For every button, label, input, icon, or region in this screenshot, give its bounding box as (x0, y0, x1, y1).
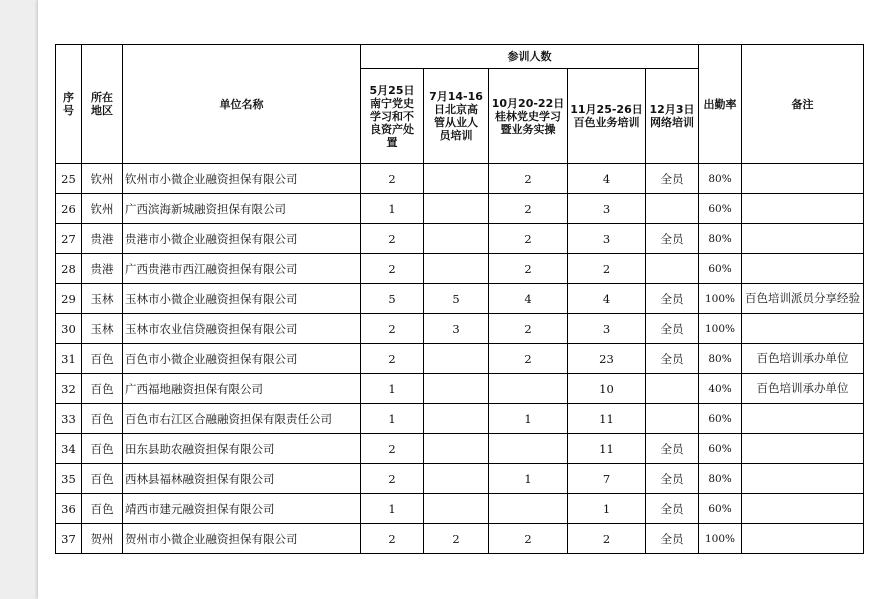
cell-session-2: 2 (424, 524, 489, 554)
cell-session-3: 1 (489, 464, 568, 494)
cell-seq: 33 (56, 404, 82, 434)
cell-session-3: 2 (489, 224, 568, 254)
cell-attendance-rate: 80% (699, 224, 742, 254)
cell-session-5 (646, 194, 699, 224)
cell-seq: 35 (56, 464, 82, 494)
table-row (56, 314, 864, 344)
cell-session-1: 2 (361, 254, 424, 284)
cell-unit-name: 玉林市小微企业融资担保有限公司 (123, 284, 361, 314)
cell-remark (742, 524, 864, 554)
cell-session-2 (424, 374, 489, 404)
cell-remark (742, 464, 864, 494)
cell-unit-name: 西林县福林融资担保有限公司 (123, 464, 361, 494)
cell-region: 百色 (82, 404, 123, 434)
cell-unit-name: 贵港市小微企业融资担保有限公司 (123, 224, 361, 254)
cell-unit-name: 靖西市建元融资担保有限公司 (123, 494, 361, 524)
cell-seq: 27 (56, 224, 82, 254)
cell-region: 钦州 (82, 164, 123, 194)
cell-session-1: 2 (361, 164, 424, 194)
cell-session-4: 4 (568, 164, 646, 194)
cell-session-4: 3 (568, 314, 646, 344)
cell-attendance-rate: 60% (699, 194, 742, 224)
header-unit-name: 单位名称 (123, 45, 361, 164)
cell-seq: 31 (56, 344, 82, 374)
cell-session-2 (424, 434, 489, 464)
table-row (56, 254, 864, 284)
cell-session-5: 全员 (646, 494, 699, 524)
cell-session-5 (646, 374, 699, 404)
cell-unit-name: 贺州市小微企业融资担保有限公司 (123, 524, 361, 554)
table-row (56, 374, 864, 404)
cell-session-3 (489, 494, 568, 524)
cell-session-4: 4 (568, 284, 646, 314)
cell-session-1: 2 (361, 224, 424, 254)
cell-attendance-rate: 80% (699, 344, 742, 374)
cell-seq: 30 (56, 314, 82, 344)
cell-region: 贺州 (82, 524, 123, 554)
table-header (56, 45, 864, 164)
cell-region: 贵港 (82, 254, 123, 284)
cell-session-4: 7 (568, 464, 646, 494)
cell-session-5: 全员 (646, 344, 699, 374)
table-row (56, 194, 864, 224)
cell-attendance-rate: 60% (699, 494, 742, 524)
cell-session-4: 3 (568, 194, 646, 224)
cell-unit-name: 玉林市农业信贷融资担保有限公司 (123, 314, 361, 344)
cell-session-5: 全员 (646, 224, 699, 254)
cell-seq: 34 (56, 434, 82, 464)
header-attendance-rate: 出勤率 (699, 45, 742, 164)
cell-session-1: 1 (361, 494, 424, 524)
cell-session-1: 1 (361, 194, 424, 224)
table-row (56, 224, 864, 254)
cell-remark (742, 314, 864, 344)
cell-region: 玉林 (82, 314, 123, 344)
header-session-1: 5月25日南宁党史学习和不良资产处置 (361, 69, 424, 164)
cell-session-3: 2 (489, 524, 568, 554)
cell-session-2: 5 (424, 284, 489, 314)
cell-session-5: 全员 (646, 314, 699, 344)
header-region: 所在地区 (82, 45, 123, 164)
cell-unit-name: 广西滨海新城融资担保有限公司 (123, 194, 361, 224)
cell-remark (742, 194, 864, 224)
cell-session-1: 1 (361, 404, 424, 434)
cell-session-5 (646, 404, 699, 434)
cell-region: 百色 (82, 494, 123, 524)
header-seq: 序号 (56, 45, 82, 164)
cell-session-5 (646, 254, 699, 284)
cell-session-4: 1 (568, 494, 646, 524)
header-participants: 参训人数 (361, 45, 699, 69)
cell-session-3: 2 (489, 194, 568, 224)
cell-remark (742, 434, 864, 464)
cell-attendance-rate: 100% (699, 524, 742, 554)
cell-session-4: 23 (568, 344, 646, 374)
header-remark: 备注 (742, 45, 864, 164)
cell-seq: 26 (56, 194, 82, 224)
cell-unit-name: 百色市右江区合融融资担保有限责任公司 (123, 404, 361, 434)
cell-remark (742, 224, 864, 254)
cell-session-5: 全员 (646, 284, 699, 314)
cell-session-5: 全员 (646, 164, 699, 194)
cell-session-2: 3 (424, 314, 489, 344)
cell-unit-name: 广西福地融资担保有限公司 (123, 374, 361, 404)
cell-session-4: 11 (568, 404, 646, 434)
cell-session-1: 2 (361, 524, 424, 554)
header-session-3: 10月20-22日桂林党史学习暨业务实操 (489, 69, 568, 164)
cell-seq: 25 (56, 164, 82, 194)
cell-session-3: 2 (489, 164, 568, 194)
cell-attendance-rate: 80% (699, 164, 742, 194)
cell-session-2 (424, 224, 489, 254)
table-row (56, 404, 864, 434)
header-session-2: 7月14-16日北京高管从业人员培训 (424, 69, 489, 164)
cell-session-4: 11 (568, 434, 646, 464)
cell-attendance-rate: 60% (699, 434, 742, 464)
cell-seq: 32 (56, 374, 82, 404)
cell-attendance-rate: 80% (699, 464, 742, 494)
cell-session-3 (489, 374, 568, 404)
cell-session-4: 3 (568, 224, 646, 254)
table-row (56, 464, 864, 494)
cell-seq: 37 (56, 524, 82, 554)
cell-session-5: 全员 (646, 434, 699, 464)
cell-session-3 (489, 434, 568, 464)
table-row (56, 284, 864, 314)
cell-session-2 (424, 494, 489, 524)
cell-region: 百色 (82, 374, 123, 404)
cell-session-3: 2 (489, 314, 568, 344)
cell-session-2 (424, 464, 489, 494)
cell-remark (742, 164, 864, 194)
cell-session-3: 2 (489, 254, 568, 284)
cell-session-4: 2 (568, 524, 646, 554)
cell-session-3: 1 (489, 404, 568, 434)
cell-session-2 (424, 344, 489, 374)
training-attendance-table (55, 44, 864, 554)
cell-region: 百色 (82, 464, 123, 494)
cell-seq: 28 (56, 254, 82, 284)
cell-unit-name: 钦州市小微企业融资担保有限公司 (123, 164, 361, 194)
cell-session-3: 2 (489, 344, 568, 374)
table-body (56, 164, 864, 554)
cell-remark (742, 254, 864, 284)
cell-attendance-rate: 40% (699, 374, 742, 404)
cell-session-3: 4 (489, 284, 568, 314)
cell-remark: 百色培训承办单位 (742, 344, 864, 374)
cell-remark (742, 494, 864, 524)
cell-region: 百色 (82, 344, 123, 374)
cell-session-4: 10 (568, 374, 646, 404)
cell-session-4: 2 (568, 254, 646, 284)
cell-session-2 (424, 194, 489, 224)
cell-session-1: 5 (361, 284, 424, 314)
table-row (56, 344, 864, 374)
cell-session-5: 全员 (646, 464, 699, 494)
cell-session-2 (424, 164, 489, 194)
cell-session-1: 2 (361, 464, 424, 494)
cell-attendance-rate: 100% (699, 284, 742, 314)
cell-region: 玉林 (82, 284, 123, 314)
cell-session-1: 2 (361, 434, 424, 464)
cell-remark: 百色培训派员分享经验 (742, 284, 864, 314)
cell-seq: 29 (56, 284, 82, 314)
header-session-5: 12月3日网络培训 (646, 69, 699, 164)
cell-attendance-rate: 60% (699, 254, 742, 284)
cell-attendance-rate: 100% (699, 314, 742, 344)
cell-session-1: 2 (361, 344, 424, 374)
table-row (56, 164, 864, 194)
table-row (56, 494, 864, 524)
cell-region: 百色 (82, 434, 123, 464)
cell-attendance-rate: 60% (699, 404, 742, 434)
cell-region: 贵港 (82, 224, 123, 254)
header-session-4: 11月25-26日百色业务培训 (568, 69, 646, 164)
document-page (38, 0, 895, 599)
cell-unit-name: 广西贵港市西江融资担保有限公司 (123, 254, 361, 284)
cell-session-2 (424, 404, 489, 434)
table-row (56, 434, 864, 464)
cell-session-1: 1 (361, 374, 424, 404)
cell-seq: 36 (56, 494, 82, 524)
cell-unit-name: 田东县助农融资担保有限公司 (123, 434, 361, 464)
cell-session-2 (424, 254, 489, 284)
cell-session-1: 2 (361, 314, 424, 344)
cell-session-5: 全员 (646, 524, 699, 554)
cell-unit-name: 百色市小微企业融资担保有限公司 (123, 344, 361, 374)
cell-remark (742, 404, 864, 434)
table-row (56, 524, 864, 554)
cell-region: 钦州 (82, 194, 123, 224)
cell-remark: 百色培训承办单位 (742, 374, 864, 404)
